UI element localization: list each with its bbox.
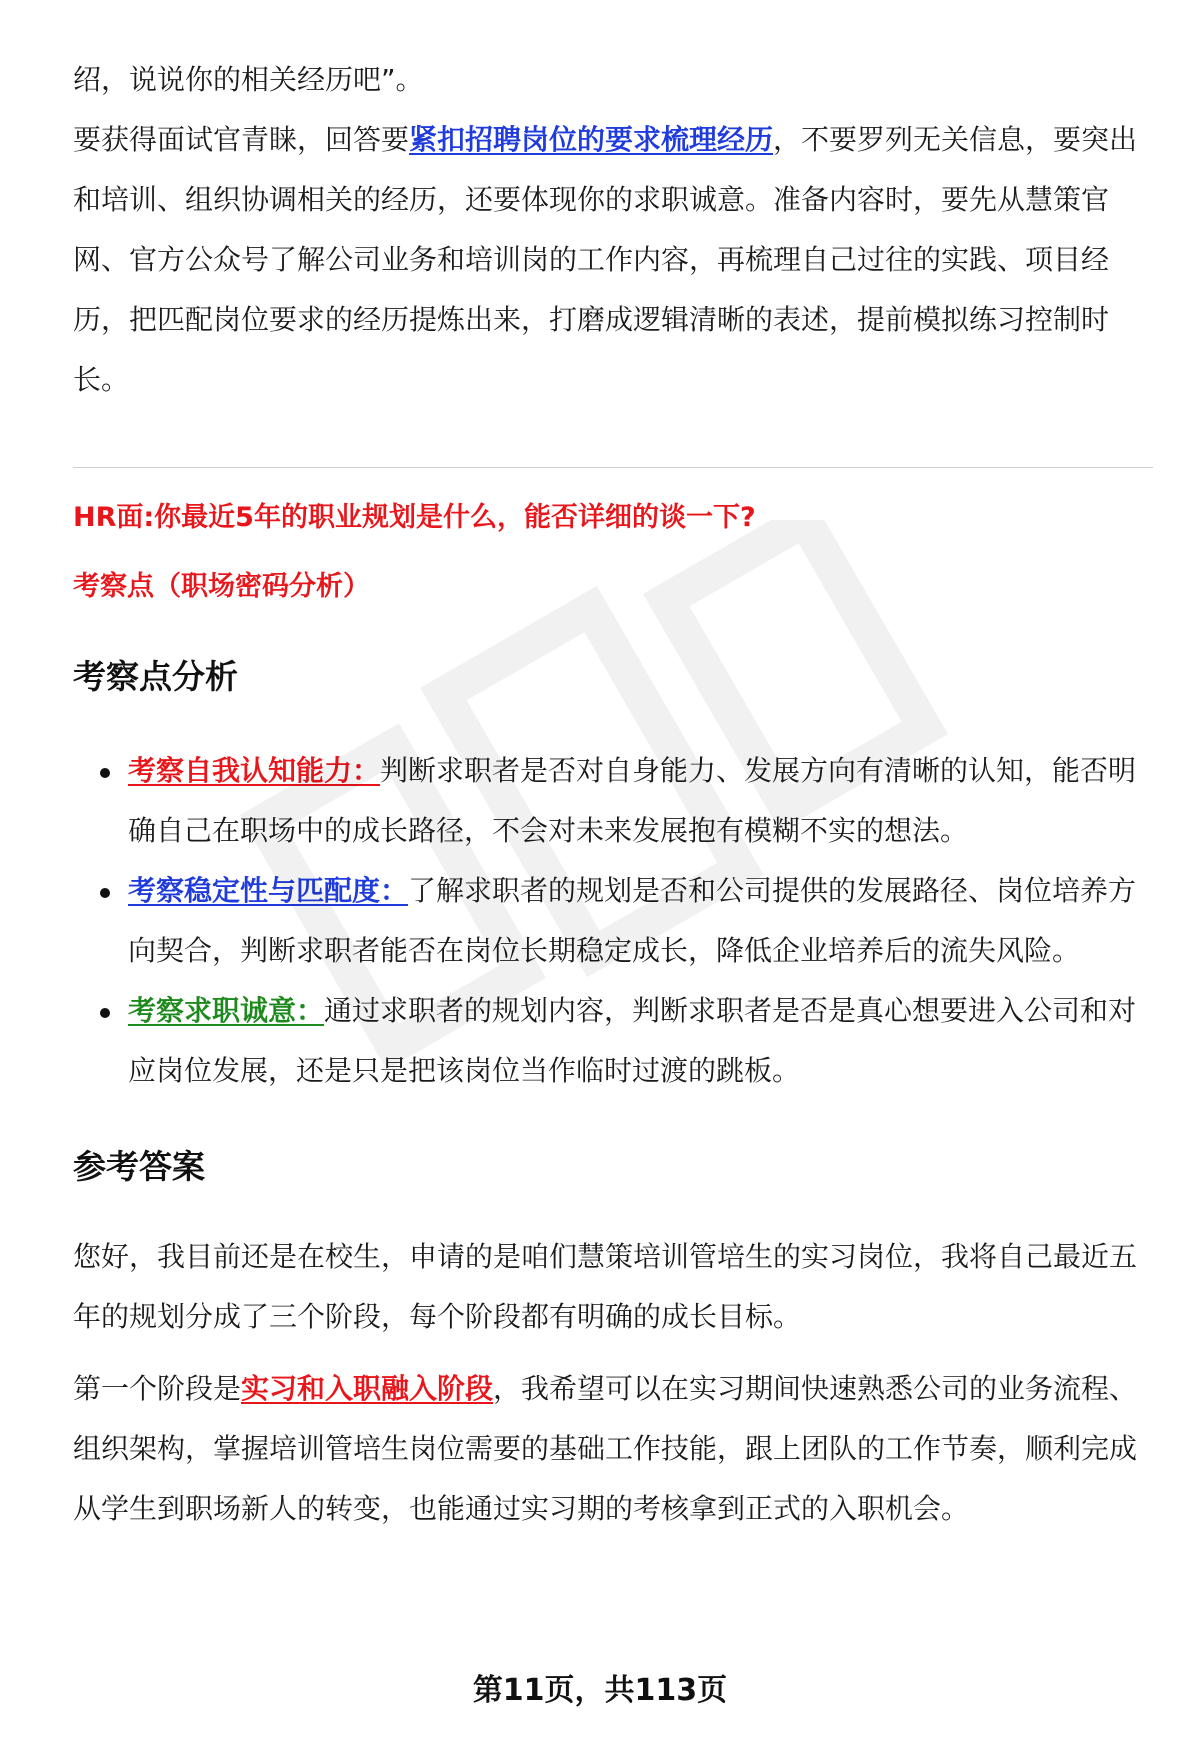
bullet-dot bbox=[100, 888, 110, 898]
analysis-item-text: 通过求职者的规划内容，判断求职者是否是真心想要进入公司和对应岗位发展，还是只是把该岗位当作临时过渡的跳板。 bbox=[128, 994, 1137, 1087]
analysis-item-self-awareness bbox=[73, 741, 1153, 861]
page-content bbox=[73, 50, 1153, 1539]
intro-text-pre: 要获得面试官青睐，回答要 bbox=[73, 123, 410, 156]
answer-p2-highlight: 实习和入职融入阶段 bbox=[241, 1372, 494, 1405]
bullet-dot bbox=[100, 1008, 110, 1018]
analysis-item-text: 了解求职者的规划是否和公司提供的发展路径、岗位培养方向契合，判断求职者能否在岗位长期稳定成长，降低企业培养后的流失风险。 bbox=[128, 874, 1137, 967]
analysis-item-label: 考察稳定性与匹配度： bbox=[128, 874, 409, 907]
analysis-item-text: 判断求职者是否对自身能力、发展方向有清晰的认知，能否明确自己在职场中的成长路径，不会对未来发展抱有模糊不实的想法。 bbox=[128, 754, 1137, 847]
answer-paragraph-1: 您好，我目前还是在校生，申请的是咱们慧策培训管培生的实习岗位，我将自己最近五年的规划分成了三个阶段，每个阶段都有明确的成长目标。 bbox=[73, 1240, 1138, 1333]
bullet-dot bbox=[100, 768, 110, 778]
analysis-item-label: 考察自我认知能力： bbox=[128, 754, 381, 787]
intro-highlight: 紧扣招聘岗位的要求梳理经历 bbox=[409, 123, 774, 156]
analysis-list bbox=[73, 741, 1153, 1101]
section-divider bbox=[73, 467, 1153, 468]
analysis-item-stability bbox=[73, 861, 1153, 981]
answer-p2-pre: 第一个阶段是 bbox=[73, 1372, 242, 1405]
intro-text-post: ，不要罗列无关信息，要突出和培训、组织协调相关的经历，还要体现你的求职诚意。准备内容时，要先从慧策官网、官方公众号了解公司业务和培训岗的工作内容，再梳理自己过往的实践、项目经历，把匹配岗位要求的经历提炼出来，打磨成逻辑清晰的表述，提前模拟练习控制时长。 bbox=[73, 123, 1138, 396]
answer-heading: 参考答案 bbox=[73, 1147, 205, 1186]
analysis-item-label: 考察求职诚意： bbox=[128, 994, 325, 1027]
analysis-heading: 考察点分析 bbox=[73, 657, 238, 696]
page-footer: 第11页，共113页 bbox=[472, 1673, 728, 1708]
intro-paragraph bbox=[73, 110, 1153, 410]
question-title: HR面:你最近5年的职业规划是什么，能否详细的谈一下? bbox=[73, 502, 756, 533]
intro-line: 绍，说说你的相关经历吧”。 bbox=[73, 63, 424, 96]
answer-p2-post: ，我希望可以在实习期间快速熟悉公司的业务流程、组织架构，掌握培训管培生岗位需要的基础工作技能，跟上团队的工作节奏，顺利完成从学生到职场新人的转变，也能通过实习期的考核拿到正式的入职机会。 bbox=[73, 1372, 1138, 1525]
answer-paragraph-2 bbox=[73, 1359, 1153, 1539]
question-subtitle: 考察点（职场密码分析） bbox=[73, 571, 370, 602]
analysis-item-sincerity bbox=[73, 981, 1153, 1101]
